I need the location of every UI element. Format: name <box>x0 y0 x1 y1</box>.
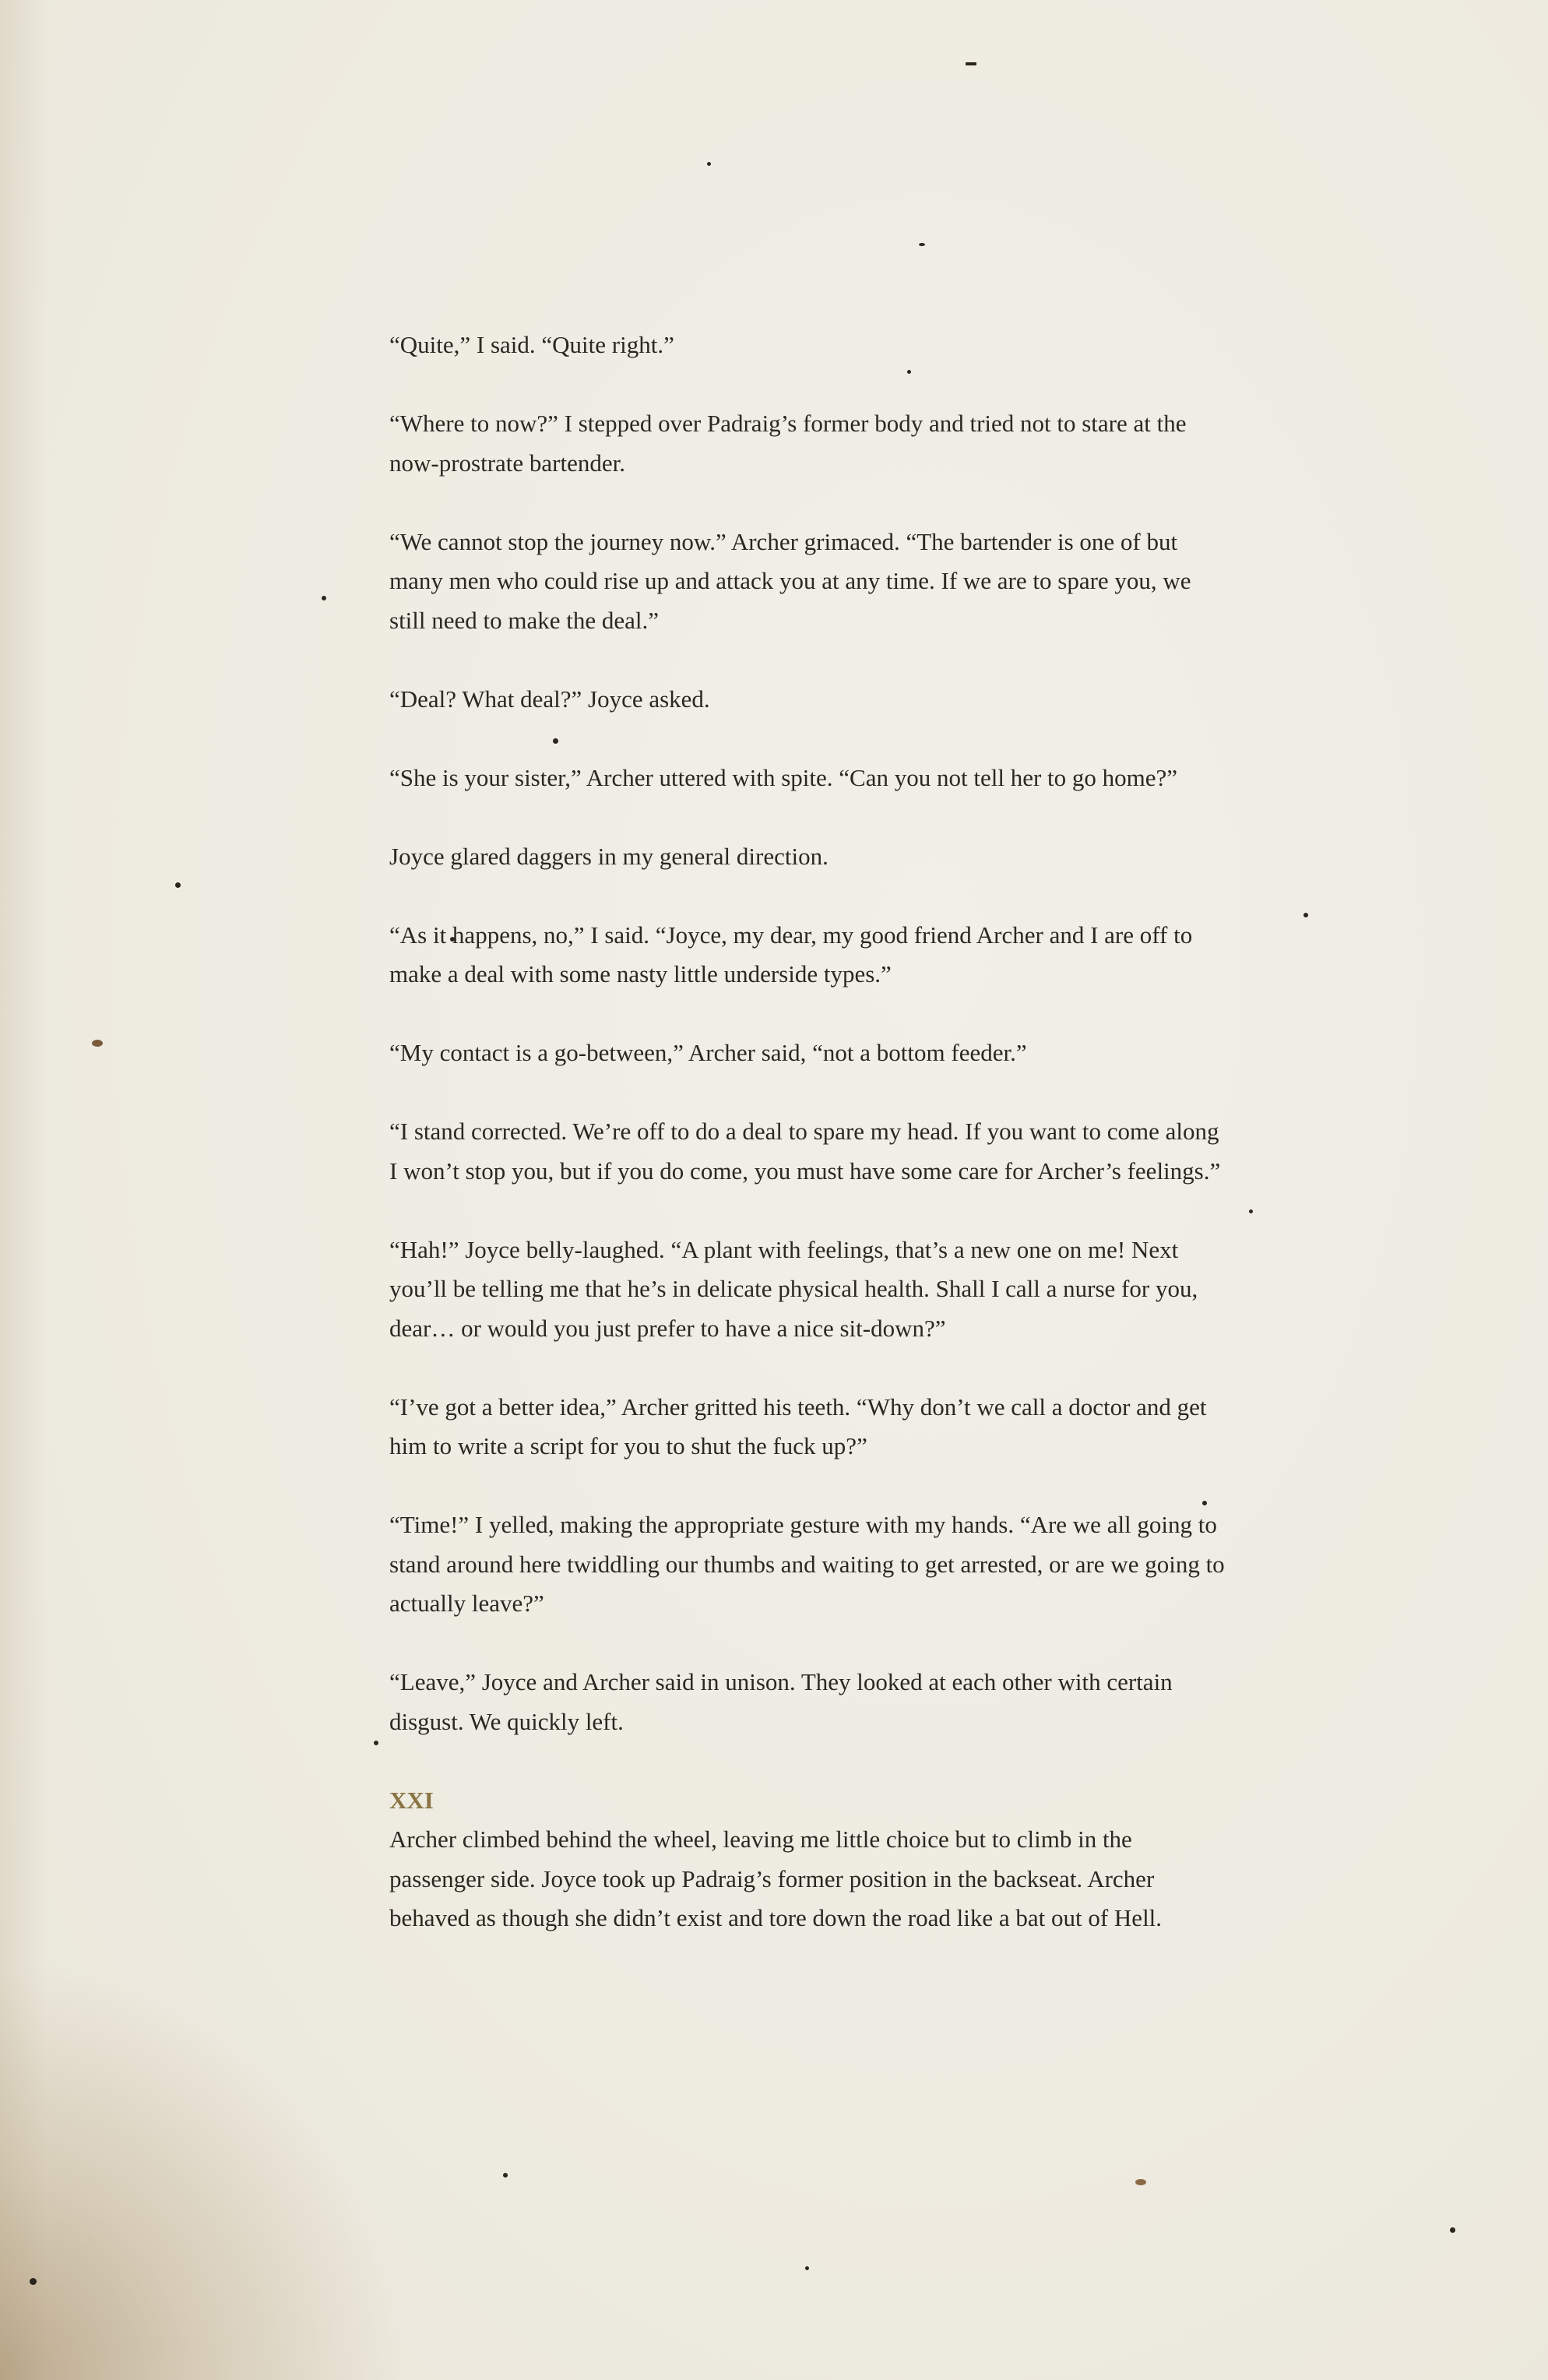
paragraph: “Quite,” I said. “Quite right.” <box>389 331 674 358</box>
chapter-heading: XXI <box>389 1786 434 1814</box>
story-text <box>389 326 1230 1977</box>
ink-speck <box>1249 1209 1253 1213</box>
paragraph: “Hah!” Joyce belly-laughed. “A plant with feelings, that’s a new one on me! Next you’ll be telling me that he’s in delicate physical health. Shall I call a nurse for you, dear… or would you just prefer to have a nice sit-down?” <box>389 1235 1198 1342</box>
ink-speck <box>707 162 711 166</box>
ink-speck <box>966 62 976 65</box>
paragraph: “Time!” I yelled, making the appropriate gesture with my hands. “Are we all going to stand around here twiddling our thumbs and waiting to get arrested, or are we going to actually leave?” <box>389 1511 1225 1617</box>
paper-stain-corner <box>0 1963 405 2380</box>
ink-speck <box>919 243 925 246</box>
ink-speck <box>322 596 326 600</box>
ink-speck <box>30 2278 37 2285</box>
ink-speck <box>503 2173 508 2178</box>
chapter-paragraph: Archer climbed behind the wheel, leaving me little choice but to climb in the passenger side. Joyce took up Padraig’s former position in the backseat. Archer behaved as though she didn’t exist and tore down the road like a bat out of Hell. <box>389 1825 1163 1931</box>
paragraph: “I stand corrected. We’re off to do a deal to spare my head. If you want to come along I won’t stop you, but if you do come, you must have some care for Archer’s feelings.” <box>389 1118 1221 1185</box>
ink-speck <box>1303 913 1308 917</box>
ink-speck <box>374 1741 378 1745</box>
ink-speck <box>1135 2179 1146 2185</box>
paragraph: “Deal? What deal?” Joyce asked. <box>389 685 710 713</box>
paragraph: “My contact is a go-between,” Archer said, “not a bottom feeder.” <box>389 1039 1027 1066</box>
paragraph: “She is your sister,” Archer uttered with spite. “Can you not tell her to go home?” <box>389 763 1178 791</box>
ink-speck <box>175 882 181 888</box>
ink-speck <box>805 2266 809 2270</box>
paragraph: “As it happens, no,” I said. “Joyce, my dear, my good friend Archer and I are off to make a deal with some nasty little underside types.” <box>389 921 1193 988</box>
paragraph: “Where to now?” I stepped over Padraig’s former body and tried not to stare at the now-prostrate bartender. <box>389 410 1187 477</box>
paragraph: “I’ve got a better idea,” Archer gritted his teeth. “Why don’t we call a doctor and get him to write a script for you to shut the fuck up?” <box>389 1392 1207 1459</box>
paragraph: “Leave,” Joyce and Archer said in unison. They looked at each other with certain disgust. We quickly left. <box>389 1668 1173 1735</box>
paper-stain-left <box>0 0 47 2380</box>
ink-speck <box>92 1040 103 1047</box>
paragraph: Joyce glared daggers in my general direction. <box>389 842 829 870</box>
ink-speck <box>1450 2227 1455 2233</box>
paragraph: “We cannot stop the journey now.” Archer grimaced. “The bartender is one of but many men who could rise up and attack you at any time. If we are to spare you, we still need to make the deal.” <box>389 527 1191 634</box>
